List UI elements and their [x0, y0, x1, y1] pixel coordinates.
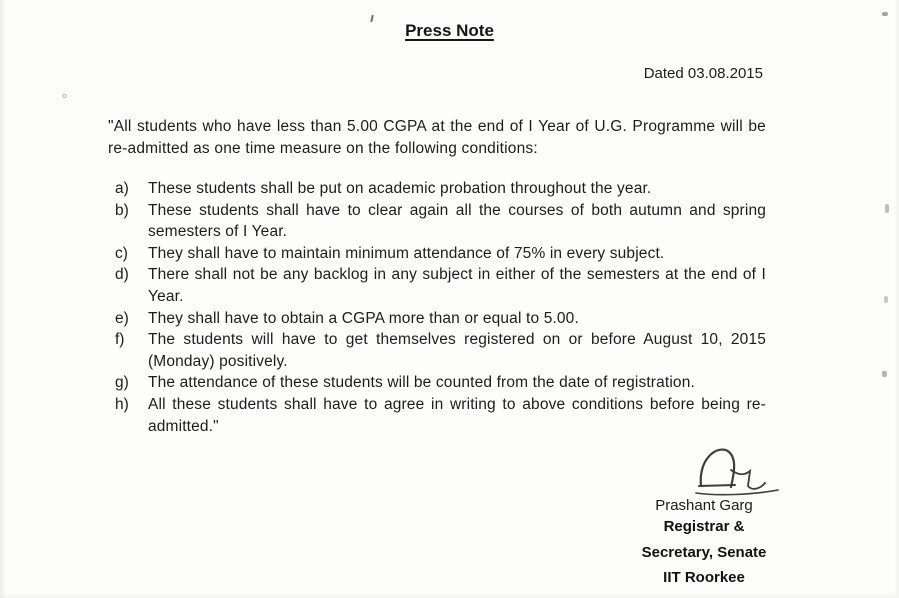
- list-item: [115, 329, 766, 372]
- signatory-title: Secretary, Senate: [641, 543, 767, 561]
- scan-artifact: [882, 371, 887, 377]
- list-item: [115, 372, 766, 394]
- list-item-text: These students shall have to clear again all the courses of both autumn and spring semesters of I Year.: [148, 201, 766, 241]
- date-line: Dated 03.08.2015: [643, 65, 763, 82]
- list-item-text: They shall have to obtain a CGPA more than or equal to 5.00.: [148, 309, 579, 327]
- scan-artifact: [885, 204, 889, 213]
- document-body: [0, 116, 899, 437]
- list-item: [115, 178, 766, 200]
- document-title-text: Press Note: [405, 21, 494, 40]
- list-item-text: These students shall be put on academic probation throughout the year.: [148, 180, 652, 197]
- list-item: [115, 200, 766, 243]
- list-item-label: h): [115, 395, 129, 413]
- conditions-list: [115, 178, 766, 437]
- document-title: [0, 0, 899, 41]
- signatory-name: Prashant Garg: [655, 497, 753, 514]
- list-item-label: a): [115, 180, 129, 197]
- list-item-label: c): [115, 244, 128, 262]
- list-item-label: d): [115, 266, 129, 284]
- list-item: [115, 243, 766, 265]
- list-item: [115, 308, 766, 330]
- list-item-text: They shall have to maintain minimum attendance of 75% in every subject.: [148, 244, 665, 262]
- signatory-title: Registrar &: [663, 518, 745, 535]
- signatory-organization: IIT Roorkee: [663, 569, 745, 586]
- list-item-text: All these students shall have to agree in writing to above conditions before being re-admitted.": [148, 395, 766, 435]
- list-item: [115, 264, 766, 307]
- list-item-label: b): [115, 201, 129, 219]
- list-item-label: e): [115, 309, 129, 327]
- list-item-label: g): [115, 374, 129, 392]
- list-item-text: There shall not be any backlog in any subject in either of the semesters at the end of I Year.: [148, 266, 766, 305]
- scan-artifact: [62, 94, 67, 98]
- list-item: [115, 394, 766, 437]
- handwritten-signature-icon: [694, 442, 780, 496]
- signature-block: [598, 442, 810, 591]
- list-item-text: The students will have to get themselves registered on or before August 10, 2015 (Monday) positively.: [148, 331, 766, 370]
- list-item-label: f): [115, 331, 125, 349]
- intro-paragraph: "All students who have less than 5.00 CGPA at the end of I Year of U.G. Programme will be re-admitted as one time measure on the following conditions:: [108, 118, 766, 157]
- list-item-text: The attendance of these students will be counted from the date of registration.: [148, 374, 695, 392]
- scan-artifact: [884, 296, 888, 303]
- scan-artifact: [882, 12, 888, 16]
